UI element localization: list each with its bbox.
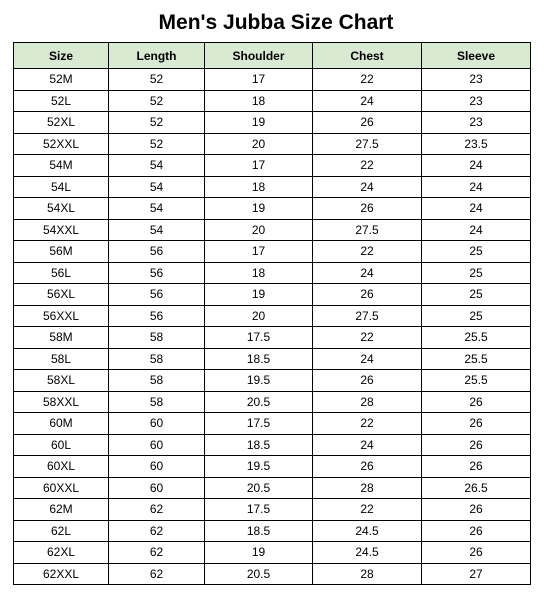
table-body (14, 69, 531, 585)
cell-length: 54 (109, 198, 205, 220)
cell-shoulder: 19 (205, 542, 313, 564)
cell-shoulder: 18 (205, 262, 313, 284)
cell-length: 58 (109, 327, 205, 349)
cell-size: 58L (14, 348, 109, 370)
cell-length: 58 (109, 348, 205, 370)
header-length: Length (109, 43, 205, 69)
cell-chest: 22 (313, 413, 422, 435)
cell-chest: 24 (313, 262, 422, 284)
cell-shoulder: 19.5 (205, 456, 313, 478)
cell-chest: 24 (313, 434, 422, 456)
cell-length: 62 (109, 563, 205, 585)
table-row (14, 413, 531, 435)
cell-length: 62 (109, 499, 205, 521)
cell-sleeve: 23 (422, 69, 531, 91)
cell-chest: 26 (313, 198, 422, 220)
cell-sleeve: 24 (422, 219, 531, 241)
cell-size: 60L (14, 434, 109, 456)
cell-size: 52XXL (14, 133, 109, 155)
table-row (14, 176, 531, 198)
cell-size: 60M (14, 413, 109, 435)
cell-chest: 26 (313, 370, 422, 392)
cell-size: 60XL (14, 456, 109, 478)
cell-size: 62L (14, 520, 109, 542)
cell-chest: 22 (313, 499, 422, 521)
cell-length: 62 (109, 520, 205, 542)
table-row (14, 112, 531, 134)
cell-sleeve: 26 (422, 456, 531, 478)
cell-length: 52 (109, 133, 205, 155)
cell-size: 54M (14, 155, 109, 177)
cell-shoulder: 17 (205, 155, 313, 177)
cell-size: 62M (14, 499, 109, 521)
table-row (14, 305, 531, 327)
cell-length: 54 (109, 219, 205, 241)
cell-size: 56XL (14, 284, 109, 306)
cell-sleeve: 26 (422, 520, 531, 542)
cell-length: 60 (109, 477, 205, 499)
cell-sleeve: 26 (422, 413, 531, 435)
cell-size: 56L (14, 262, 109, 284)
table-row (14, 69, 531, 91)
table-row (14, 133, 531, 155)
table-row (14, 90, 531, 112)
cell-chest: 24 (313, 176, 422, 198)
cell-sleeve: 25 (422, 284, 531, 306)
table-row (14, 563, 531, 585)
cell-shoulder: 19 (205, 112, 313, 134)
table-row (14, 155, 531, 177)
cell-length: 56 (109, 284, 205, 306)
cell-length: 54 (109, 155, 205, 177)
cell-chest: 22 (313, 155, 422, 177)
cell-shoulder: 20 (205, 133, 313, 155)
cell-chest: 26 (313, 456, 422, 478)
cell-shoulder: 17 (205, 69, 313, 91)
table-row (14, 520, 531, 542)
cell-shoulder: 17 (205, 241, 313, 263)
cell-sleeve: 24 (422, 198, 531, 220)
cell-sleeve: 26.5 (422, 477, 531, 499)
cell-size: 54L (14, 176, 109, 198)
cell-shoulder: 20 (205, 219, 313, 241)
cell-shoulder: 19.5 (205, 370, 313, 392)
cell-chest: 28 (313, 477, 422, 499)
cell-shoulder: 17.5 (205, 413, 313, 435)
cell-sleeve: 27 (422, 563, 531, 585)
cell-size: 56M (14, 241, 109, 263)
page-title: Men's Jubba Size Chart (158, 11, 394, 34)
cell-shoulder: 18 (205, 176, 313, 198)
cell-length: 60 (109, 413, 205, 435)
header-chest: Chest (313, 43, 422, 69)
table-row (14, 434, 531, 456)
cell-sleeve: 24 (422, 155, 531, 177)
cell-sleeve: 26 (422, 391, 531, 413)
cell-size: 52M (14, 69, 109, 91)
table-row (14, 542, 531, 564)
cell-shoulder: 18.5 (205, 348, 313, 370)
cell-sleeve: 25.5 (422, 348, 531, 370)
cell-size: 58XXL (14, 391, 109, 413)
cell-sleeve: 26 (422, 542, 531, 564)
cell-size: 56XXL (14, 305, 109, 327)
cell-chest: 22 (313, 241, 422, 263)
table-row (14, 477, 531, 499)
cell-sleeve: 23 (422, 90, 531, 112)
cell-shoulder: 20.5 (205, 563, 313, 585)
cell-length: 56 (109, 262, 205, 284)
table-row (14, 391, 531, 413)
cell-chest: 22 (313, 69, 422, 91)
cell-shoulder: 17.5 (205, 327, 313, 349)
cell-sleeve: 25 (422, 262, 531, 284)
cell-chest: 24.5 (313, 520, 422, 542)
cell-chest: 27.5 (313, 219, 422, 241)
cell-chest: 22 (313, 327, 422, 349)
cell-sleeve: 24 (422, 176, 531, 198)
cell-length: 62 (109, 542, 205, 564)
cell-sleeve: 23 (422, 112, 531, 134)
cell-chest: 24 (313, 348, 422, 370)
cell-size: 60XXL (14, 477, 109, 499)
cell-shoulder: 20.5 (205, 391, 313, 413)
cell-sleeve: 25.5 (422, 370, 531, 392)
table-row (14, 198, 531, 220)
table-row (14, 499, 531, 521)
table-row (14, 284, 531, 306)
cell-size: 62XXL (14, 563, 109, 585)
cell-length: 56 (109, 241, 205, 263)
cell-sleeve: 23.5 (422, 133, 531, 155)
table-header-row (14, 43, 531, 69)
table-row (14, 327, 531, 349)
cell-length: 52 (109, 90, 205, 112)
cell-size: 58XL (14, 370, 109, 392)
cell-size: 58M (14, 327, 109, 349)
cell-shoulder: 18 (205, 90, 313, 112)
table-row (14, 262, 531, 284)
cell-sleeve: 25 (422, 241, 531, 263)
table-row (14, 370, 531, 392)
cell-sleeve: 25 (422, 305, 531, 327)
cell-shoulder: 19 (205, 284, 313, 306)
cell-chest: 24.5 (313, 542, 422, 564)
cell-shoulder: 18.5 (205, 434, 313, 456)
cell-size: 54XL (14, 198, 109, 220)
cell-shoulder: 20 (205, 305, 313, 327)
cell-sleeve: 25.5 (422, 327, 531, 349)
cell-chest: 28 (313, 391, 422, 413)
cell-chest: 24 (313, 90, 422, 112)
cell-size: 52L (14, 90, 109, 112)
cell-length: 56 (109, 305, 205, 327)
cell-length: 60 (109, 456, 205, 478)
cell-size: 54XXL (14, 219, 109, 241)
cell-length: 54 (109, 176, 205, 198)
size-chart-table (13, 42, 531, 585)
cell-sleeve: 26 (422, 434, 531, 456)
header-shoulder: Shoulder (205, 43, 313, 69)
table-row (14, 456, 531, 478)
cell-chest: 27.5 (313, 133, 422, 155)
cell-shoulder: 19 (205, 198, 313, 220)
table-row (14, 241, 531, 263)
table-row (14, 219, 531, 241)
cell-sleeve: 26 (422, 499, 531, 521)
cell-chest: 26 (313, 112, 422, 134)
cell-shoulder: 18.5 (205, 520, 313, 542)
cell-size: 52XL (14, 112, 109, 134)
cell-length: 58 (109, 391, 205, 413)
cell-length: 58 (109, 370, 205, 392)
cell-chest: 28 (313, 563, 422, 585)
cell-length: 52 (109, 69, 205, 91)
cell-shoulder: 20.5 (205, 477, 313, 499)
header-sleeve: Sleeve (422, 43, 531, 69)
cell-size: 62XL (14, 542, 109, 564)
cell-shoulder: 17.5 (205, 499, 313, 521)
cell-length: 52 (109, 112, 205, 134)
table-row (14, 348, 531, 370)
cell-chest: 26 (313, 284, 422, 306)
header-size: Size (14, 43, 109, 69)
cell-chest: 27.5 (313, 305, 422, 327)
cell-length: 60 (109, 434, 205, 456)
